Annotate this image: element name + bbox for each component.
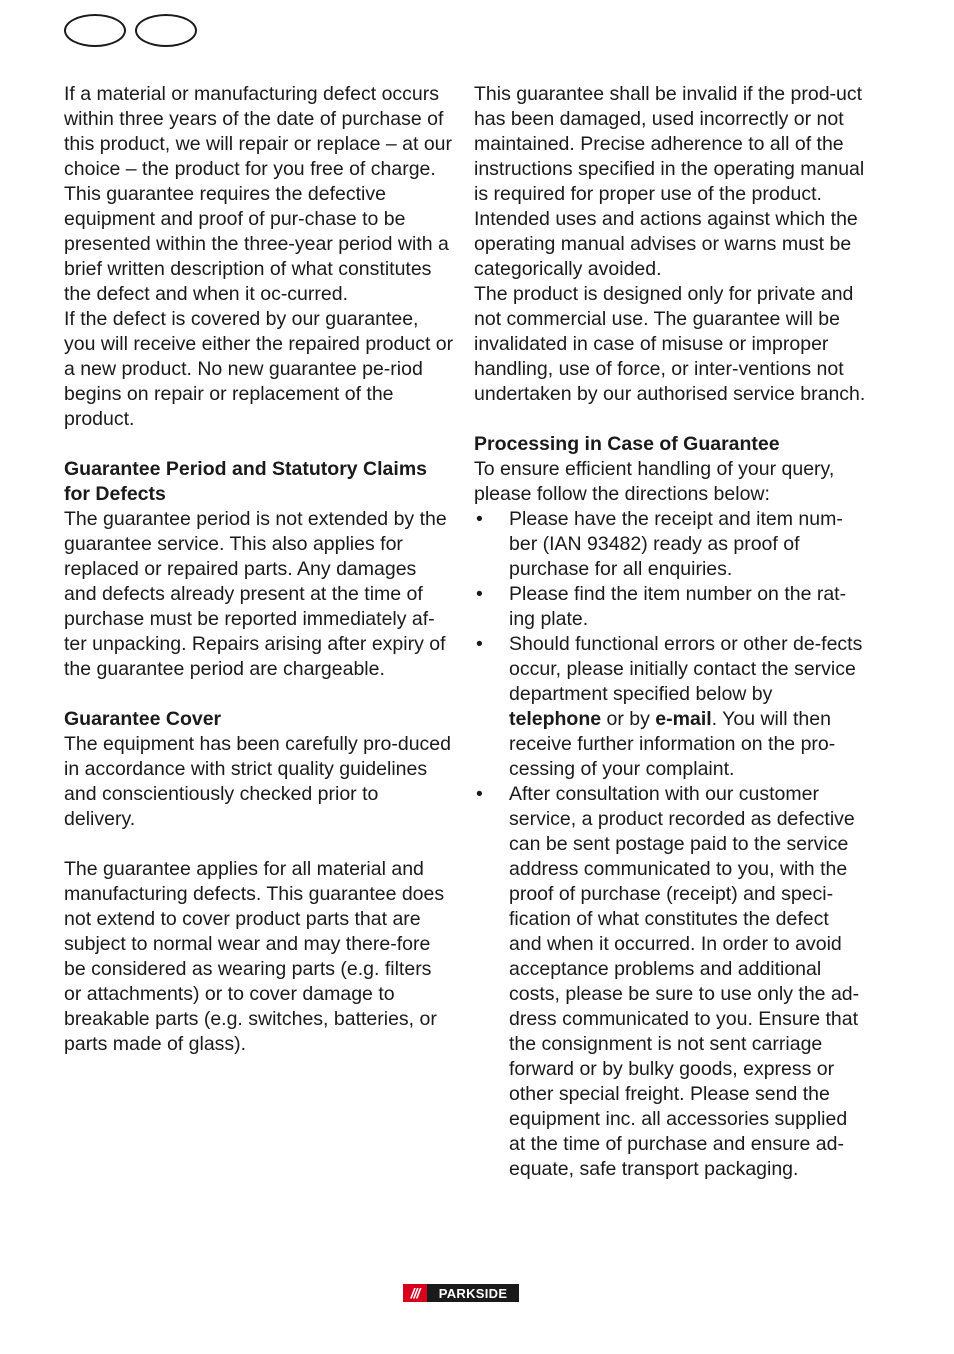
processing-intro-paragraph: To ensure efficient handling of your query, please follow the directions below: [474,458,835,505]
guarantee-period-paragraph: The guarantee period is not extended by the guarantee service. This also applies for replaced or repaired parts. Any damages and defects already present at the time of purchase must be reported immediately af-ter unpacking. Repairs arising after expiry of the guarantee period are chargeable. [64,508,447,680]
language-oval-right [135,14,197,47]
list-item-text: Please find the item number on the rat-ing plate. [509,583,847,630]
list-item [474,782,866,1182]
guarantee-cover-paragraph: The equipment has been carefully pro-duced in accordance with strict quality guidelines and conscientiously checked prior to delivery. [64,733,451,830]
logo-wordmark: PARKSIDE [427,1284,519,1302]
spacer [64,832,454,857]
list-item [474,582,866,632]
email-emphasis: e-mail [655,708,712,730]
list-item-text: or by [606,708,650,730]
spacer [474,407,866,432]
list-item-text: Should functional errors or other de-fects occur, please initially contact the service department specified below by [509,633,863,705]
list-item-text: Please have the receipt and item num-ber (IAN 93482) ready as proof of purchase for all enquiries. [509,508,843,580]
guarantee-coverage-paragraph: If the defect is covered by our guarantee, you will receive either the repaired product or a new product. No new guarantee pe-riod begins on repair or replacement of the product. [64,308,454,430]
spacer [64,432,454,457]
list-item [474,507,866,582]
list-item [474,632,866,782]
heading-guarantee-cover: Guarantee Cover [64,708,222,730]
guarantee-scope-paragraph: The guarantee applies for all material and manufacturing defects. This guarantee does not extend to cover product parts that are subject to normal wear and may there-fore be considered as wearing parts (e.g. filters or attachments) or to cover damage to breakable parts (e.g. switches, batteries, or parts made of glass). [64,858,445,1055]
guarantee-invalid-paragraph: This guarantee shall be invalid if the prod-uct has been damaged, used incorrectly or not maintained. Precise adherence to all of the instructions specified in the operating manual is required for proper use of the product. Intended uses and actions against which the operating manual advises or warns must be categorically avoided. [474,83,865,280]
language-marker-ovals [64,14,197,47]
list-item-text: After consultation with our customer service, a product recorded as defective can be sent postage paid to the service address communicated to you, with the proof of purchase (receipt) and speci-fication of what constitutes the defect and when it occurred. In order to avoid acceptance problems and additional costs, please be sure to use only the ad-dress communicated to you. Ensure that the consignment is not sent carriage forward or by bulky goods, express or other special freight. Please send the equipment inc. all accessories supplied at the time of purchase and ensure ad-equate, safe transport packaging. [509,783,860,1180]
parkside-logo [403,1284,519,1302]
private-use-paragraph: The product is designed only for private and not commercial use. The guarantee will be invalidated in case of misuse or improper handling, use of force, or inter-ventions not undertaken by our authorised service branch. [474,283,866,405]
telephone-emphasis: telephone [509,708,602,730]
spacer [64,682,454,707]
heading-guarantee-period: Guarantee Period and Statutory Claims for Defects [64,458,428,505]
logo-slashes-icon: /// [403,1284,427,1302]
right-column [474,82,866,1182]
processing-steps-list [474,507,866,1182]
heading-processing: Processing in Case of Guarantee [474,433,780,455]
left-column [64,82,454,1057]
guarantee-intro-paragraph: If a material or manufacturing defect occurs within three years of the date of purchase of this product, we will repair or replace – at our choice – the product for you free of charge. This guarantee requires the defective equipment and proof of pur-chase to be presented within the three-year period with a brief written description of what constitutes the defect and when it oc-curred. [64,83,453,305]
language-oval-left [64,14,126,47]
list-item-text: . You will then receive further information on the pro-cessing of your complaint. [509,708,836,780]
